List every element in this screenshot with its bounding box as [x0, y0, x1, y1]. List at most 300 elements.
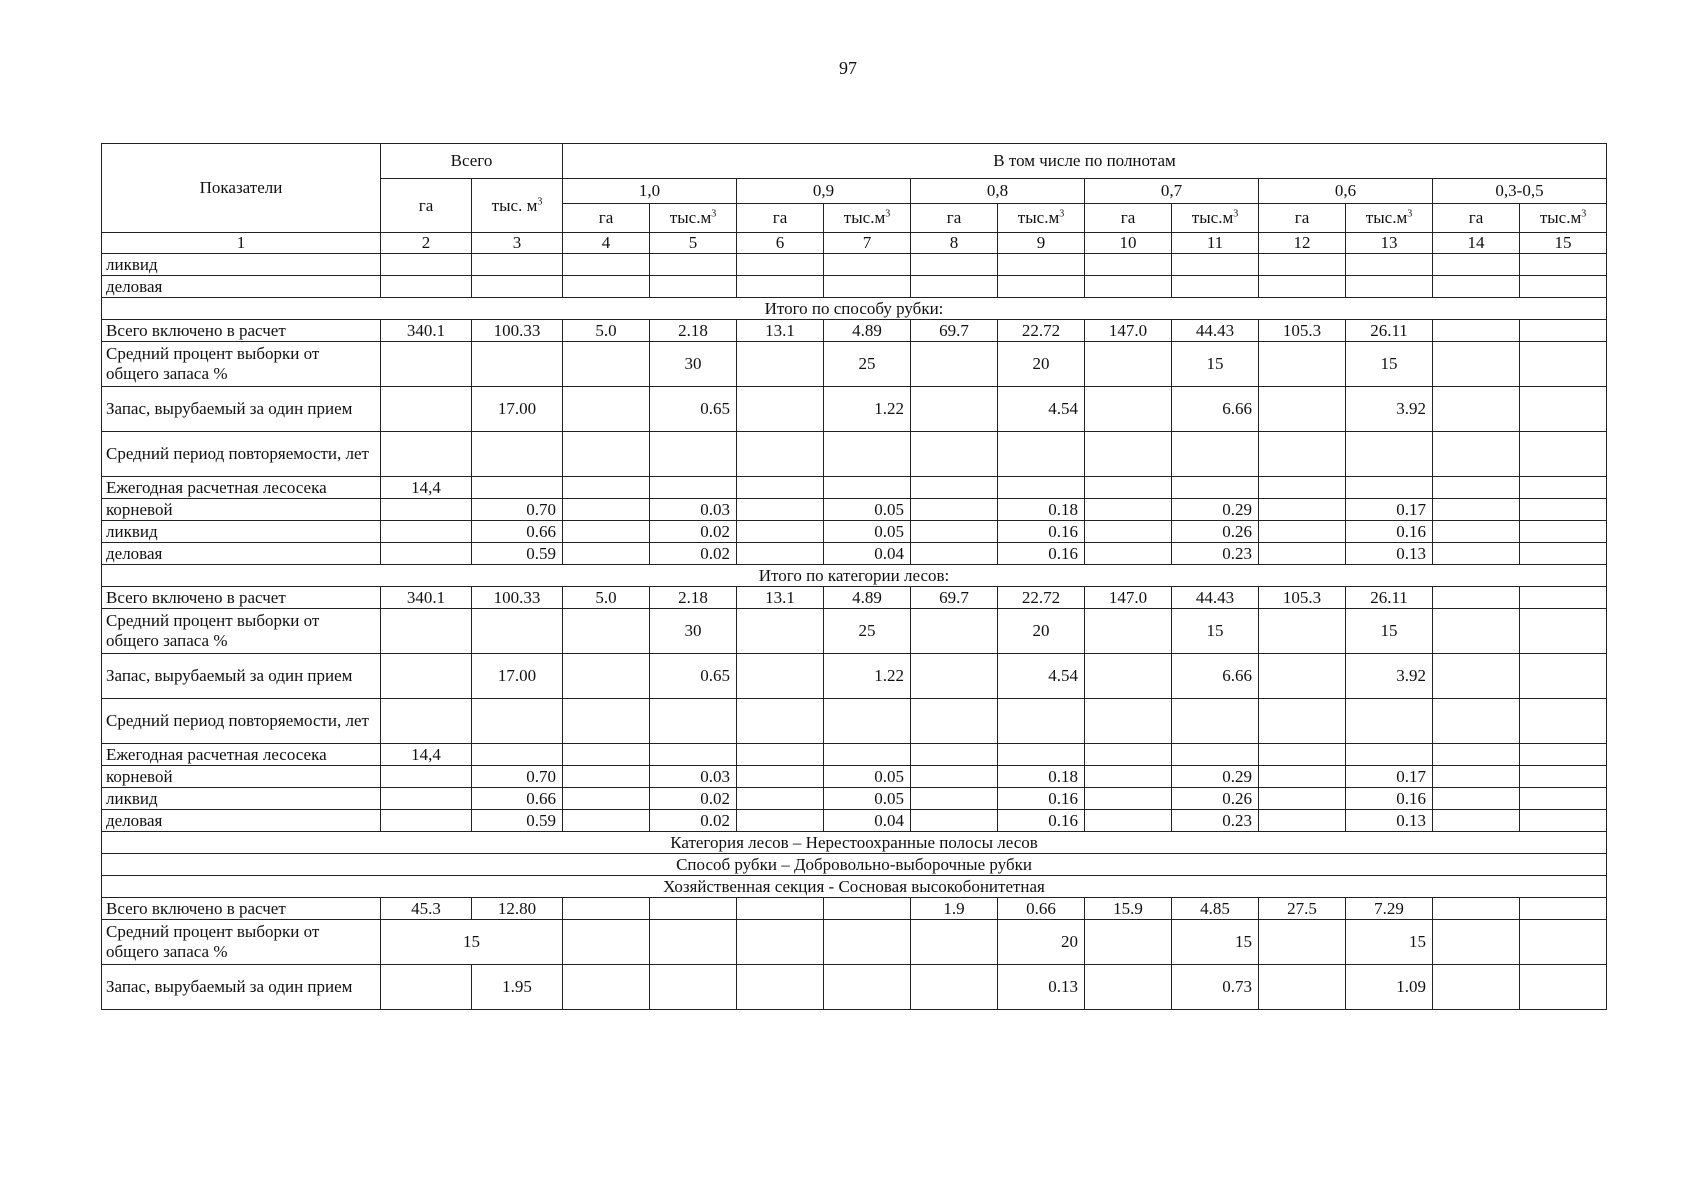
table-cell: 0.13	[1346, 543, 1433, 565]
table-cell: 27.5	[1259, 898, 1346, 920]
table-cell: 15	[381, 920, 563, 965]
table-cell	[1346, 477, 1433, 499]
table-cell	[1259, 744, 1346, 766]
row-label: Средний период повторяемости, лет	[102, 432, 381, 477]
header-volume: $тыс.м^3$	[650, 204, 737, 233]
table-cell	[998, 254, 1085, 276]
table-cell: 15	[1172, 920, 1259, 965]
table-cell	[737, 387, 824, 432]
table-row	[102, 699, 1607, 744]
row-label: Запас, вырубаемый за один прием	[102, 654, 381, 699]
table-cell	[1520, 320, 1607, 342]
table-cell	[1085, 387, 1172, 432]
table-cell: 1.22	[824, 654, 911, 699]
table-cell	[824, 699, 911, 744]
table-cell	[1433, 320, 1520, 342]
table-cell	[1259, 276, 1346, 298]
table-cell: 100.33	[472, 587, 563, 609]
table-cell	[1520, 965, 1607, 1010]
table-cell	[381, 499, 472, 521]
table-cell	[737, 521, 824, 543]
table-cell	[737, 609, 824, 654]
table-cell	[381, 276, 472, 298]
table-cell	[1085, 276, 1172, 298]
header-density-6: 0,3-0,5	[1433, 179, 1607, 204]
column-number: 2	[381, 233, 472, 254]
table-cell	[1433, 342, 1520, 387]
column-number: 3	[472, 233, 563, 254]
table-cell: 0.29	[1172, 499, 1259, 521]
section-row	[102, 854, 1607, 876]
table-cell	[1433, 432, 1520, 477]
header-ha: га	[1259, 204, 1346, 233]
table-row	[102, 920, 1607, 965]
table-cell	[381, 766, 472, 788]
table-row	[102, 744, 1607, 766]
table-cell: 13.1	[737, 320, 824, 342]
column-number: 13	[1346, 233, 1433, 254]
table-cell	[1433, 965, 1520, 1010]
table-cell	[1172, 254, 1259, 276]
table-cell: 4.85	[1172, 898, 1259, 920]
table-cell: 105.3	[1259, 320, 1346, 342]
column-number: 7	[824, 233, 911, 254]
table-cell: 4.54	[998, 387, 1085, 432]
table-cell	[563, 898, 650, 920]
header-density-1: 1,0	[563, 179, 737, 204]
column-number: 15	[1520, 233, 1607, 254]
table-cell: 0.16	[1346, 788, 1433, 810]
table-cell	[911, 342, 998, 387]
table-header	[102, 144, 1607, 254]
header-ha: га	[1085, 204, 1172, 233]
table-cell	[911, 543, 998, 565]
table-cell	[563, 744, 650, 766]
table-cell	[1520, 432, 1607, 477]
table-cell	[1433, 587, 1520, 609]
table-cell	[472, 699, 563, 744]
table-cell: 12.80	[472, 898, 563, 920]
table-cell: 0.23	[1172, 810, 1259, 832]
table-cell	[1085, 521, 1172, 543]
table-cell: 4.54	[998, 654, 1085, 699]
table-cell	[1259, 387, 1346, 432]
table-row	[102, 587, 1607, 609]
table-cell	[911, 432, 998, 477]
header-density-5: 0,6	[1259, 179, 1433, 204]
table-row	[102, 342, 1607, 387]
section-row	[102, 565, 1607, 587]
table-cell	[1259, 521, 1346, 543]
table-cell	[998, 699, 1085, 744]
table-cell: 0.26	[1172, 788, 1259, 810]
table-cell	[1085, 432, 1172, 477]
section-row	[102, 298, 1607, 320]
header-ha: га	[911, 204, 998, 233]
table-row	[102, 432, 1607, 477]
table-cell	[1520, 543, 1607, 565]
table-cell	[1520, 254, 1607, 276]
table-cell	[381, 810, 472, 832]
row-label: Всего включено в расчет	[102, 320, 381, 342]
table-cell	[737, 766, 824, 788]
table-cell: 0.02	[650, 788, 737, 810]
table-cell	[1259, 477, 1346, 499]
table-cell	[1520, 654, 1607, 699]
table-cell	[1520, 810, 1607, 832]
table-cell	[737, 432, 824, 477]
table-cell: 6.66	[1172, 654, 1259, 699]
table-cell	[1259, 543, 1346, 565]
table-cell	[1520, 898, 1607, 920]
table-cell	[824, 920, 911, 965]
table-cell	[1259, 654, 1346, 699]
table-cell	[737, 810, 824, 832]
table-cell	[1085, 744, 1172, 766]
table-cell: 0.04	[824, 543, 911, 565]
table-cell: 3.92	[1346, 654, 1433, 699]
table-cell	[1433, 521, 1520, 543]
table-cell	[1085, 254, 1172, 276]
table-cell	[911, 965, 998, 1010]
table-cell	[824, 432, 911, 477]
table-cell: 44.43	[1172, 320, 1259, 342]
table-cell: 20	[998, 920, 1085, 965]
table-cell: 44.43	[1172, 587, 1259, 609]
table-cell	[998, 276, 1085, 298]
table-cell: 0.03	[650, 499, 737, 521]
column-number: 9	[998, 233, 1085, 254]
table-cell	[1520, 744, 1607, 766]
page-number: 97	[839, 58, 857, 78]
table-cell	[1520, 920, 1607, 965]
table-cell	[1259, 766, 1346, 788]
table-cell	[824, 965, 911, 1010]
table-cell	[1520, 499, 1607, 521]
table-row	[102, 276, 1607, 298]
table-cell	[1433, 744, 1520, 766]
table-cell	[381, 654, 472, 699]
table-cell	[650, 254, 737, 276]
table-cell	[1433, 810, 1520, 832]
table-cell	[1520, 587, 1607, 609]
table-row	[102, 543, 1607, 565]
column-number: 4	[563, 233, 650, 254]
column-number: 12	[1259, 233, 1346, 254]
table-cell	[563, 810, 650, 832]
table-cell	[1259, 965, 1346, 1010]
table-cell	[1520, 699, 1607, 744]
table-cell	[563, 387, 650, 432]
section-title: Хозяйственная секция - Сосновая высокобонитетная	[102, 876, 1607, 898]
table-cell	[650, 699, 737, 744]
table-cell	[1172, 477, 1259, 499]
table-cell	[1085, 543, 1172, 565]
table-cell: 0.66	[472, 788, 563, 810]
table-cell	[563, 766, 650, 788]
table-cell: 0.73	[1172, 965, 1259, 1010]
table-cell	[650, 898, 737, 920]
table-cell: 0.16	[998, 521, 1085, 543]
table-cell	[737, 477, 824, 499]
row-label: деловая	[102, 543, 381, 565]
table-cell: 3.92	[1346, 387, 1433, 432]
table-cell	[381, 609, 472, 654]
table-cell	[1259, 699, 1346, 744]
table-cell: 4.89	[824, 320, 911, 342]
table-row	[102, 477, 1607, 499]
table-cell	[1520, 342, 1607, 387]
table-cell	[650, 920, 737, 965]
table-cell	[911, 521, 998, 543]
row-label: Всего включено в расчет	[102, 587, 381, 609]
table-cell	[1433, 766, 1520, 788]
table-cell: 20	[998, 342, 1085, 387]
table-cell: 5.0	[563, 587, 650, 609]
table-cell	[1520, 387, 1607, 432]
table-cell	[472, 432, 563, 477]
table-cell: 0.59	[472, 543, 563, 565]
table-cell: 30	[650, 342, 737, 387]
table-cell: 0.29	[1172, 766, 1259, 788]
table-cell: 1.09	[1346, 965, 1433, 1010]
row-label: ликвид	[102, 521, 381, 543]
table-cell	[1085, 788, 1172, 810]
table-cell	[563, 432, 650, 477]
table-cell	[472, 342, 563, 387]
table-cell	[911, 766, 998, 788]
table-cell	[737, 499, 824, 521]
table-cell: 45.3	[381, 898, 472, 920]
table-cell: 69.7	[911, 587, 998, 609]
table-cell: 0.23	[1172, 543, 1259, 565]
table-cell	[381, 699, 472, 744]
table-cell: 5.0	[563, 320, 650, 342]
table-cell	[381, 387, 472, 432]
table-cell: 0.59	[472, 810, 563, 832]
header-total: Всего	[381, 144, 563, 179]
table-cell	[563, 276, 650, 298]
header-volume: $тыс.м^3$	[998, 204, 1085, 233]
section-title: Итого по категории лесов:	[102, 565, 1607, 587]
table-cell	[737, 254, 824, 276]
table-cell	[1433, 920, 1520, 965]
column-number: 11	[1172, 233, 1259, 254]
table-cell	[650, 477, 737, 499]
table-row	[102, 521, 1607, 543]
table-cell	[563, 521, 650, 543]
table-cell	[998, 477, 1085, 499]
table-cell	[1433, 898, 1520, 920]
table-cell: 1.95	[472, 965, 563, 1010]
table-cell: 0.66	[998, 898, 1085, 920]
table-cell	[911, 788, 998, 810]
table-cell: 2.18	[650, 320, 737, 342]
table-cell	[737, 965, 824, 1010]
table-cell	[1085, 810, 1172, 832]
table-cell	[824, 744, 911, 766]
table-cell	[650, 432, 737, 477]
table-cell	[737, 699, 824, 744]
table-cell	[1433, 276, 1520, 298]
table-cell: 105.3	[1259, 587, 1346, 609]
table-cell	[737, 543, 824, 565]
table-cell: 17.00	[472, 654, 563, 699]
table-row	[102, 387, 1607, 432]
table-cell	[1433, 609, 1520, 654]
table-cell: 15	[1346, 920, 1433, 965]
table-cell	[1346, 276, 1433, 298]
table-cell	[911, 499, 998, 521]
table-cell: 15	[1346, 609, 1433, 654]
table-cell	[563, 477, 650, 499]
table-cell	[824, 276, 911, 298]
table-cell	[381, 788, 472, 810]
row-label: Средний процент выборки от общего запаса %	[102, 609, 381, 654]
table-cell: 15	[1346, 342, 1433, 387]
table-cell	[1433, 699, 1520, 744]
table-cell: 13.1	[737, 587, 824, 609]
table-cell: 15	[1172, 609, 1259, 654]
column-number-row	[102, 233, 1607, 254]
table-cell	[1433, 543, 1520, 565]
table-row	[102, 254, 1607, 276]
table-cell: 14,4	[381, 477, 472, 499]
table-cell: 0.05	[824, 766, 911, 788]
table-cell	[472, 276, 563, 298]
table-cell	[1259, 920, 1346, 965]
table-cell	[737, 744, 824, 766]
table-cell	[1259, 788, 1346, 810]
table-cell: 26.11	[1346, 587, 1433, 609]
table-cell	[1085, 766, 1172, 788]
table-cell: 7.29	[1346, 898, 1433, 920]
row-label: ликвид	[102, 254, 381, 276]
table-cell: 0.17	[1346, 499, 1433, 521]
table-cell	[381, 342, 472, 387]
table-cell	[1346, 432, 1433, 477]
table-cell: 17.00	[472, 387, 563, 432]
table-cell	[1259, 499, 1346, 521]
table-cell	[1433, 477, 1520, 499]
table-cell	[1346, 699, 1433, 744]
header-by-density: В том числе по полнотам	[563, 144, 1607, 179]
row-label: Запас, вырубаемый за один прием	[102, 387, 381, 432]
table-cell	[911, 810, 998, 832]
table-cell: 340.1	[381, 587, 472, 609]
table-cell	[1433, 254, 1520, 276]
header-volume: $тыс.м^3$	[1346, 204, 1433, 233]
table-cell: 147.0	[1085, 320, 1172, 342]
table-cell	[911, 276, 998, 298]
table-cell: 4.89	[824, 587, 911, 609]
table-cell	[472, 254, 563, 276]
header-volume: $тыс.м^3$	[1172, 204, 1259, 233]
row-label: деловая	[102, 276, 381, 298]
table-cell	[1520, 766, 1607, 788]
table-cell: 69.7	[911, 320, 998, 342]
table-cell	[1259, 609, 1346, 654]
table-cell: 1.9	[911, 898, 998, 920]
table-cell: 0.16	[998, 543, 1085, 565]
row-label: Всего включено в расчет	[102, 898, 381, 920]
table-cell: 0.70	[472, 766, 563, 788]
column-number: 5	[650, 233, 737, 254]
table-cell	[563, 920, 650, 965]
table-cell	[1085, 699, 1172, 744]
row-label: Ежегодная расчетная лесосека	[102, 744, 381, 766]
table-cell	[650, 276, 737, 298]
table-row	[102, 609, 1607, 654]
table-cell	[911, 254, 998, 276]
table-cell	[737, 342, 824, 387]
header-total-ha: га	[381, 179, 472, 233]
column-number: 8	[911, 233, 998, 254]
table-cell: 0.26	[1172, 521, 1259, 543]
table-cell	[381, 965, 472, 1010]
header-ha: га	[737, 204, 824, 233]
column-number: 10	[1085, 233, 1172, 254]
table-cell: 0.13	[1346, 810, 1433, 832]
table-row	[102, 654, 1607, 699]
table-cell	[650, 744, 737, 766]
forest-cutting-table	[101, 143, 1607, 1010]
table-cell	[563, 254, 650, 276]
table-cell: 147.0	[1085, 587, 1172, 609]
table-cell	[1520, 477, 1607, 499]
header-ha: га	[1433, 204, 1520, 233]
table-cell	[911, 920, 998, 965]
table-cell	[563, 788, 650, 810]
table-cell	[911, 699, 998, 744]
table-row	[102, 320, 1607, 342]
table-cell	[737, 788, 824, 810]
row-label: деловая	[102, 810, 381, 832]
table-cell	[911, 387, 998, 432]
table-cell	[1172, 432, 1259, 477]
table-cell: 15.9	[1085, 898, 1172, 920]
table-row	[102, 499, 1607, 521]
table-cell	[737, 654, 824, 699]
table-cell	[1085, 499, 1172, 521]
table-cell: 0.16	[998, 810, 1085, 832]
table-row	[102, 788, 1607, 810]
section-title: Категория лесов – Нерестоохранные полосы лесов	[102, 832, 1607, 854]
table-cell: 26.11	[1346, 320, 1433, 342]
table-cell	[911, 654, 998, 699]
table-cell	[1520, 788, 1607, 810]
table-cell	[1520, 276, 1607, 298]
table-cell	[998, 744, 1085, 766]
table-cell: 0.13	[998, 965, 1085, 1010]
header-ha: га	[563, 204, 650, 233]
table-cell: 0.05	[824, 788, 911, 810]
section-row	[102, 832, 1607, 854]
table-cell	[737, 898, 824, 920]
table-cell	[911, 477, 998, 499]
table-cell	[911, 609, 998, 654]
table-cell	[1520, 521, 1607, 543]
header-indicators: Показатели	[102, 144, 381, 233]
table-body	[102, 254, 1607, 1010]
table-cell	[1259, 432, 1346, 477]
table-cell	[1172, 699, 1259, 744]
table-row	[102, 766, 1607, 788]
table-cell	[563, 609, 650, 654]
table-cell: 0.03	[650, 766, 737, 788]
table-cell	[1085, 609, 1172, 654]
table-cell: 20	[998, 609, 1085, 654]
